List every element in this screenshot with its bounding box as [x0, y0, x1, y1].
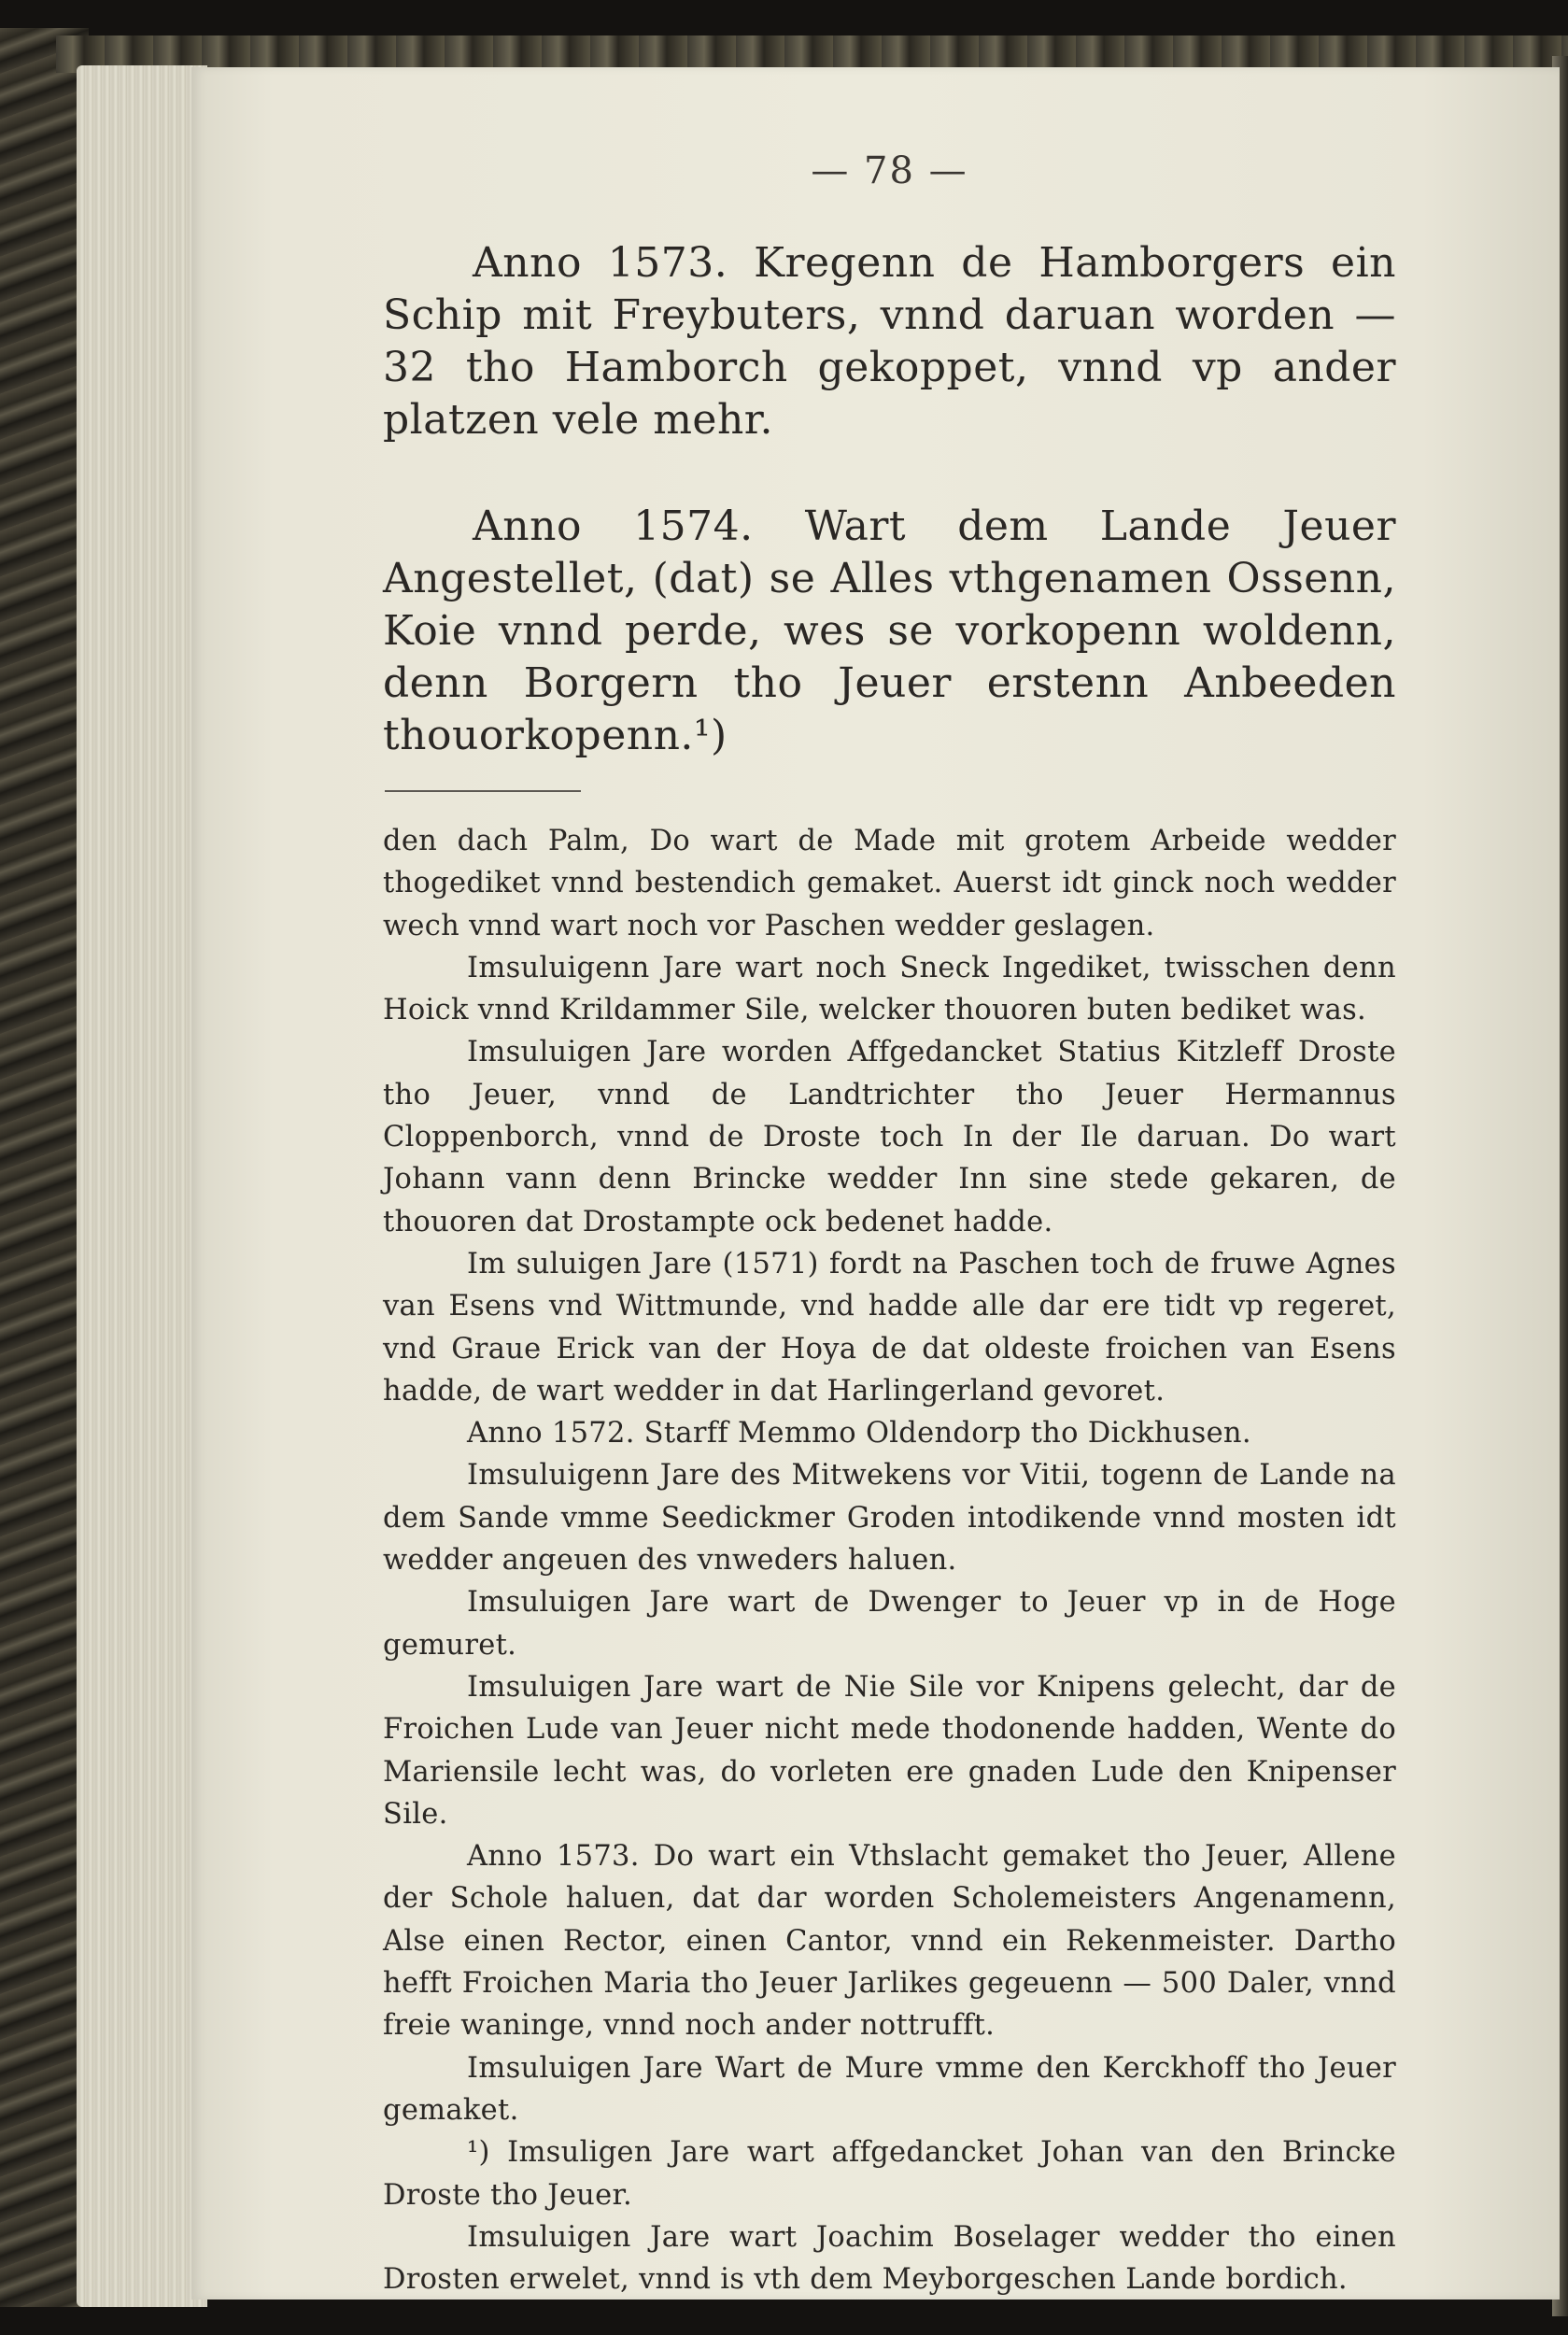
note-paragraph: Im suluigen Jare (1571) fordt na Paschen toch de fruwe Agnes van Esens vnd Wittmunde, vnd hadde alle dar ere tidt vp regeret, vnd Graue Erick van der Hoya de dat oldeste froichen van Esens hadde, de wart wedder in dat Harlingerland gevoret. — [383, 1247, 1396, 1408]
page-text-area — [383, 149, 1396, 2300]
note-paragraph: Imsuluigen Jare wart de Nie Sile vor Knipens gelecht, dar de Froichen Lude van Jeuer nicht mede thodonende hadden, Wente do Mariensile lecht was, do vorleten ere gnaden Lude den Knipenser Sile. — [383, 1670, 1396, 1831]
main-paragraph: Anno 1573. Kregenn de Hamborgers ein Schip mit Freybuters, vnnd daruan worden — 32 tho Hamborch gekoppet, vnnd vp ander platzen vele mehr. — [383, 239, 1396, 444]
footnote: ¹) Imsuligen Jare wart affgedancket Johan van den Brincke Droste tho Jeuer. — [383, 2136, 1396, 2212]
note-paragraph: Imsuluigenn Jare des Mitwekens vor Vitii, togenn de Lande na dem Sande vmme Seedickmer Groden intodikende vnnd mosten idt wedder angeuen des vnweders haluen. — [383, 1459, 1396, 1578]
note-paragraph: Imsuluigen Jare wart Joachim Boselager wedder tho einen Drosten erwelet, vnnd is vth dem Meyborgeschen Lande bordich. — [383, 2220, 1396, 2297]
book-cover-spine — [0, 28, 89, 2307]
page-number: — 78 — — [811, 149, 968, 192]
note-paragraph: Anno 1573. Do wart ein Vthslacht gemaket tho Jeuer, Allene der Schole haluen, dat dar worden Scholemeisters Angenamenn, Alse einen Rector, einen Cantor, vnnd ein Rekenmeister. Dartho hefft Froichen Maria tho Jeuer Jarlikes gegeuenn — 500 Daler, vnnd freie waninge, vnnd noch ander nottrufft. — [383, 1840, 1396, 2043]
note-paragraph: Imsuluigen Jare Wart de Mure vmme den Kerckhoff tho Jeuer gemaket. — [383, 2051, 1396, 2127]
main-paragraph: Anno 1574. Wart dem Lande Jeuer Angestellet, (dat) se Alles vthgenamen Ossenn, Koie vnnd perde, wes se vorkopenn woldenn, denn Borgern tho Jeuer erstenn Anbeeden thouorkopenn.¹) — [383, 502, 1396, 759]
page-stack-edges — [77, 65, 207, 2307]
note-paragraph: Imsuluigen Jare worden Affgedancket Statius Kitzleff Droste tho Jeuer, vnnd de Landtrichter tho Jeuer Hermannus Cloppenborch, vnnd de Droste toch In der Ile daruan. Do wart Johann vann denn Brincke wedder Inn sine stede gekaren, de thouoren dat Drostampte ock bedenet hadde. — [383, 1036, 1396, 1238]
footnote-separator — [385, 790, 581, 792]
note-paragraph: Imsuluigen Jare wart de Dwenger to Jeuer vp in de Hoge gemuret. — [383, 1586, 1396, 1662]
note-paragraph: Anno 1572. Starff Memmo Oldendorp tho Dickhusen. — [467, 1417, 1251, 1451]
note-paragraph: den dach Palm, Do wart de Made mit grotem Arbeide wedder thogediket vnnd bestendich gemaket. Auerst idt ginck noch wedder wech vnnd wart noch vor Paschen wedder geslagen. — [383, 825, 1396, 942]
note-paragraph: Imsuluigenn Jare wart noch Sneck Ingediket, twisschen denn Hoick vnnd Krildammer Sile, welcker thouoren buten bediket was. — [383, 951, 1396, 1027]
